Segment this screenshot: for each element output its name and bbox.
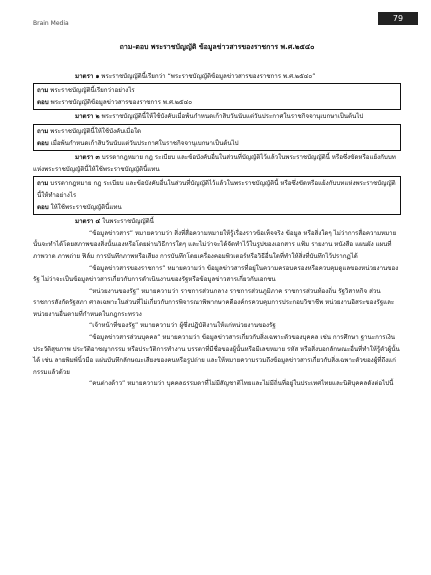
answer: [37, 202, 397, 214]
question-label: ถาม: [37, 87, 49, 95]
section-label: มาตรา ๑: [75, 72, 100, 80]
section-3: [33, 152, 401, 175]
document-body: [33, 42, 401, 390]
answer-text: พระราชบัญญัติข้อมูลข่าวสารของราชการ พ.ศ.๒๕๔๐: [48, 98, 193, 106]
page-header: [0, 0, 431, 36]
section-label: มาตรา ๔: [75, 218, 101, 226]
question-text: บรรดากฎหมาย กฎ ระเบียบ และข้อบังคับอื่นในส่วนที่บัญญัติไว้แล้วในพระราชบัญญัตินี้ หรือซึ่งขัดหรือแย้งกับบทแห่งพระราชบัญญัตินี้ให้ทำอย่างไร: [37, 180, 396, 199]
definition-state-official: “เจ้าหน้าที่ของรัฐ” หมายความว่า ผู้ซึ่งปฏิบัติงานให้แก่หน่วยงานของรัฐ: [89, 322, 276, 330]
section-text: พระราชบัญญัตินี้ให้ใช้บังคับเมื่อพ้นกำหนดเก้าสิบวันนับแต่วันประกาศในราชกิจจานุเบกษาเป็นต้นไป: [99, 113, 364, 121]
qa-box-2: [33, 124, 401, 151]
section-text: พระราชบัญญัตินี้เรียกว่า “พระราชบัญญัติข้อมูลข่าวสารของราชการ พ.ศ.๒๕๔๐”: [99, 72, 316, 80]
document-title: ถาม-ตอบ พระราชบัญญัติ ข้อมูลข่าวสารของราชการ พ.ศ.๒๕๔๐: [119, 43, 315, 51]
question-text: พระราชบัญญัตินี้เรียกว่าอย่างไร: [48, 87, 135, 95]
question-label: ถาม: [37, 127, 49, 135]
definition-information: “ข้อมูลข่าวสาร” หมายความว่า สิ่งที่สื่อความหมายให้รู้เรื่องราวข้อเท็จจริง ข้อมูล หรือสิ่งใดๆ ไม่ว่าการสื่อความหมายนั้นจะทำได้โดยสภาพของสิ่งนั้นเองหรือโดยผ่านวิธีการใดๆ และไม่ว่าจะได้จัดทำไว้ในรูปของเอกสาร แฟ้ม รายงาน หนังสือ แผนผัง แผนที่ภาพวาด ภาพถ่าย ฟิล์ม การบันทึกภาพหรือเสียง การบันทึกโดยเครื่องคอมพิวเตอร์หรือวิธีอื่นใดที่ทำให้สิ่งที่บันทึกไว้ปรากฏได้: [33, 229, 397, 260]
definition-official-information: “ข้อมูลข่าวสารของราชการ” หมายความว่า ข้อมูลข่าวสารที่อยู่ในความครอบครองหรือควบคุมดูแลของหน่วยงานของรัฐ ไม่ว่าจะเป็นข้อมูลข่าวสารเกี่ยวกับการดำเนินงานของรัฐหรือข้อมูลข่าวสารเกี่ยวกับเอกชน: [33, 264, 399, 284]
answer-label: ตอบ: [37, 98, 49, 106]
section-text: ในพระราชบัญญัตินี้: [100, 218, 154, 226]
page-number: 79: [392, 14, 404, 23]
brand-name: Brain Media: [33, 20, 69, 27]
qa-box-3: [33, 176, 401, 215]
question-text: พระราชบัญญัตินี้ให้ใช้บังคับเมื่อใด: [48, 127, 142, 135]
question: [37, 85, 397, 97]
section-2: [33, 111, 401, 123]
answer-label: ตอบ: [37, 139, 49, 147]
question-label: ถาม: [37, 180, 49, 188]
answer-label: ตอบ: [37, 203, 49, 211]
definition-personal-information: “ข้อมูลข่าวสารส่วนบุคคล” หมายความว่า ข้อมูลข่าวสารเกี่ยวกับสิ่งเฉพาะตัวของบุคคล เช่น การศึกษา ฐานะการเงิน ประวัติสุขภาพ ประวัติอาชญากรรม หรือประวัติการทำงาน บรรดาที่มีชื่อของผู้นั้นหรือมีเลขหมาย รหัส หรือสิ่งบอกลักษณะอื่นที่ทำให้รู้ตัวผู้นั้นได้ เช่น ลายพิมพ์นิ้วมือ แผ่นบันทึกลักษณะเสียงของคนหรือรูปถ่าย และให้หมายความรวมถึงข้อมูลข่าวสารเกี่ยวกับสิ่งเฉพาะตัวของผู้ที่ถึงแก่กรรมแล้วด้วย: [33, 334, 400, 376]
section-label: มาตรา ๓: [75, 154, 100, 162]
section-label: มาตรา ๒: [75, 113, 100, 121]
question: [37, 126, 397, 138]
definition-alien: “คนต่างด้าว” หมายความว่า บุคคลธรรมดาที่ไม่มีสัญชาติไทยและไม่มีถิ่นที่อยู่ในประเทศไทยและนิติบุคคลดังต่อไปนี้: [89, 380, 394, 388]
answer: [37, 138, 397, 150]
section-1: [33, 71, 401, 83]
qa-box-1: [33, 83, 401, 110]
section-text: บรรดากฎหมาย กฎ ระเบียบ และข้อบังคับอื่นในส่วนที่บัญญัติไว้แล้วในพระราชบัญญัตินี้ หรือซึ่งขัดหรือแย้งกับบทแห่งพระราชบัญญัตินี้ให้ใช้พระราชบัญญัตินี้แทน: [33, 154, 396, 173]
answer-text: ให้ใช้พระราชบัญญัตินี้แทน: [48, 203, 122, 211]
definition-state-agency: “หน่วยงานของรัฐ” หมายความว่า ราชการส่วนกลาง ราชการส่วนภูมิภาค ราชการส่วนท้องถิ่น รัฐวิสาหกิจ ส่วนราชการสังกัดรัฐสภา ศาลเฉพาะในส่วนที่ไม่เกี่ยวกับการพิจารณาพิพากษาคดีองค์กรควบคุมการประกอบวิชาชีพ หน่วยงานอิสระของรัฐและหน่วยงานอื่นตามที่กำหนดในกฎกระทรวง: [33, 287, 395, 318]
answer: [37, 97, 397, 109]
section-4: [33, 216, 401, 228]
answer-text: เมื่อพ้นกำหนดเก้าสิบวันนับแต่วันประกาศในราชกิจจานุเบกษาเป็นต้นไป: [48, 139, 239, 147]
question: [37, 178, 397, 201]
